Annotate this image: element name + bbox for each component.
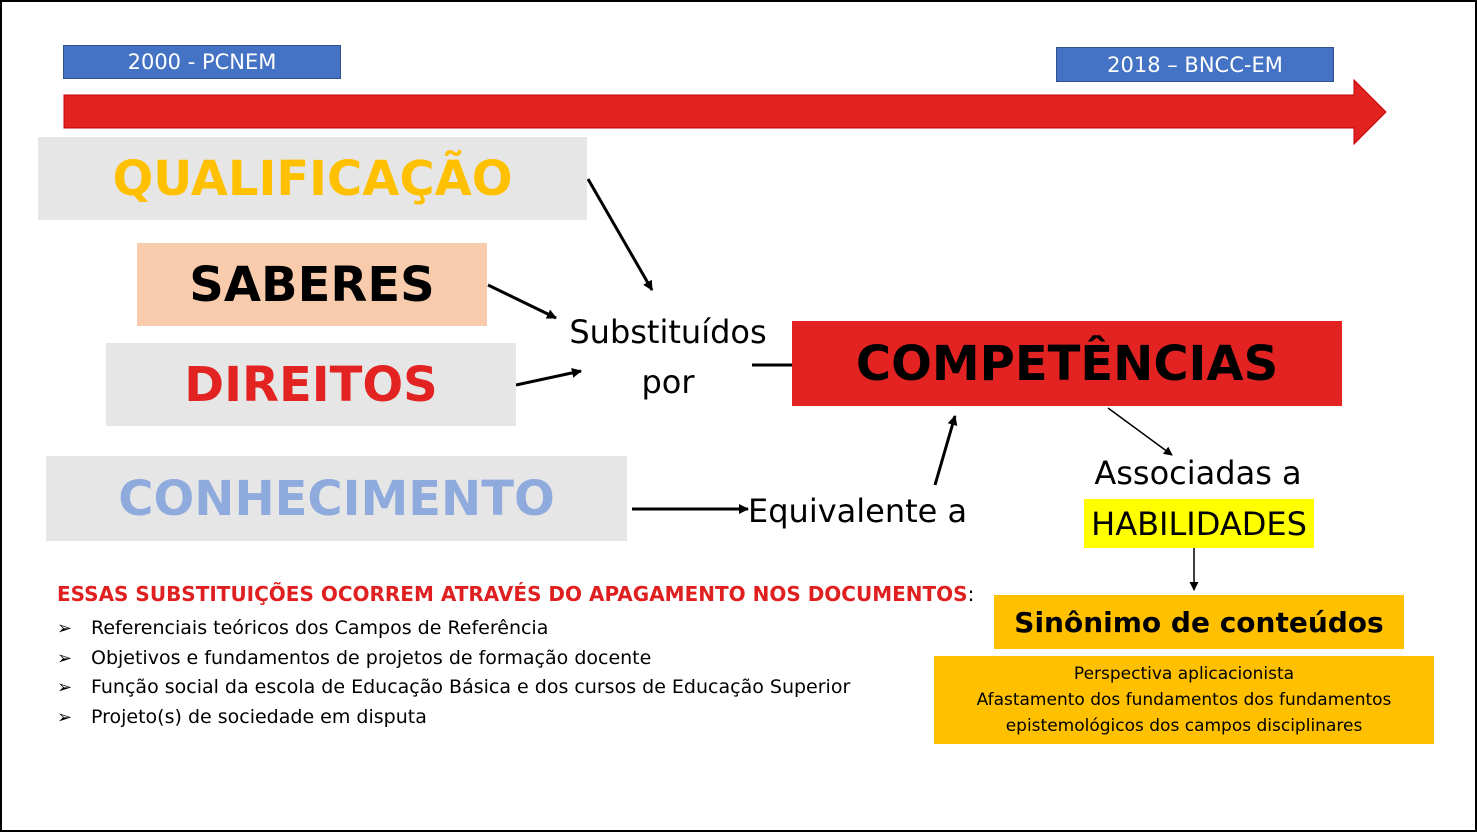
perspectiva-box [934,656,1434,744]
chevron-bullet-icon: ➢ [57,706,73,728]
timeline-start-label: 2000 - PCNEM [63,45,341,79]
list-item [57,614,850,644]
equivalente-label: Equivalente a [748,492,968,530]
timeline-end-label: 2018 – BNCC-EM [1056,47,1334,82]
saberes-box [137,243,487,326]
list-item-text: Objetivos e fundamentos de projetos de formação docente [91,646,652,669]
arrow-qualificacao-to-substituidos [588,179,652,290]
associadas-label: Associadas a [1094,454,1302,492]
substituidos-line1: Substituídos [569,313,767,351]
list-item [57,703,850,733]
habilidades-highlight [1084,499,1314,548]
direitos-box [106,343,516,426]
arrow-saberes-to-substituidos [488,285,556,318]
arrow-equivalente-to-competencias [935,416,955,485]
perspectiva-line-1: Perspectiva aplicacionista [1073,664,1295,684]
perspectiva-line-2: Afastamento dos fundamentos dos fundamentos [976,690,1392,710]
chevron-bullet-icon: ➢ [57,677,73,698]
list-item [57,644,850,674]
conhecimento-box [46,456,627,541]
substituidos-line2: por [641,363,695,401]
competencias-label: COMPETÊNCIAS [855,335,1279,392]
chevron-bullet-icon: ➢ [57,618,73,639]
qualificacao-label: QUALIFICAÇÃO [112,150,513,207]
notes-title-colon: : [967,582,975,606]
sinonimo-label: Sinônimo de conteúdos [1014,605,1384,639]
qualificacao-box [38,137,587,220]
list-item-text: Referenciais teóricos dos Campos de Referência [91,617,549,639]
substituidos-label [558,307,778,407]
list-item-text: Função social da escola de Educação Básica e dos cursos de Educação Superior [91,676,851,698]
timeline-arrow [64,80,1386,144]
notes-list [57,614,850,732]
notes-title-text: ESSAS SUBSTITUIÇÕES OCORREM ATRAVÉS DO APAGAMENTO NOS DOCUMENTOS [57,582,968,606]
perspectiva-line-3: epistemológicos dos campos disciplinares [1005,716,1363,736]
notes-title [57,582,974,606]
direitos-label: DIREITOS [184,356,438,413]
competencias-box [792,321,1342,406]
list-item [57,673,850,703]
list-item-text: Projeto(s) de sociedade em disputa [91,705,427,728]
chevron-bullet-icon: ➢ [57,647,73,669]
habilidades-label: HABILIDADES [1091,504,1307,543]
sinonimo-box [994,595,1404,649]
conhecimento-label: CONHECIMENTO [118,470,555,527]
saberes-label: SABERES [189,256,435,313]
